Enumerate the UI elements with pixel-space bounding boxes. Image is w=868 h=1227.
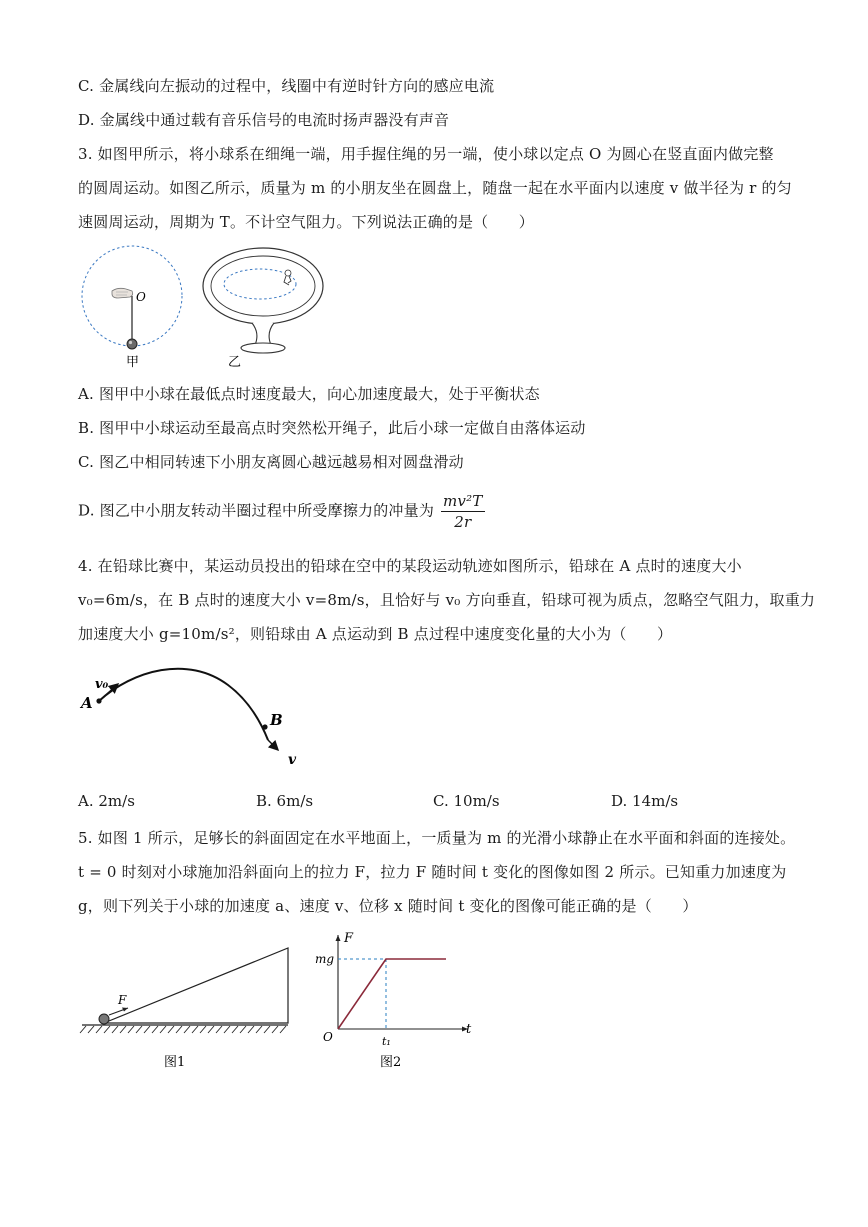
hatch-mark [112,1026,118,1033]
hatch-mark [136,1026,142,1033]
q5-figure-1 [78,940,296,1075]
label-a: A [81,694,93,712]
hatch-mark [280,1026,286,1033]
q4-trajectory-figure [78,660,310,775]
label-v: v [288,752,297,768]
stand-column [252,323,274,345]
q2-option-d: D. 金属线中通过载有音乐信号的电流时扬声器没有声音 [78,111,450,129]
q5-figure-2-graph [310,925,480,1075]
stand-base [241,343,285,353]
t-axis-label: t [466,1022,472,1037]
hatch-mark [120,1026,126,1033]
center-label: O [136,290,146,304]
incline [104,948,288,1023]
q3-figure-jia [78,244,190,374]
hatch-mark [248,1026,254,1033]
q3-option-c: C. 图乙中相同转速下小朋友离圆心越远越易相对圆盘滑动 [78,453,464,471]
label-b: B [270,711,283,729]
hatch-mark [232,1026,238,1033]
q4-stem-line2: v₀=6m/s，在 B 点时的速度大小 v=8m/s，且恰好与 v₀ 方向垂直，铅球可视为质点，忽略空气阻力，取重力 [78,591,816,609]
q5-stem-line1: 5. 如图 1 所示，足够长的斜面固定在水平地面上，一质量为 m 的光滑小球静止在水平面和斜面的连接处。 [78,829,796,847]
hatch-mark [176,1026,182,1033]
hatch-mark [144,1026,150,1033]
mg-label: mg [315,952,335,966]
figure-caption: 图1 [164,1055,186,1070]
q4-option-c: C. 10m/s [433,792,500,810]
hatch-mark [184,1026,190,1033]
label-v0: v₀ [95,677,109,692]
hatch-mark [224,1026,230,1033]
point-a [96,698,101,703]
t1-label: t₁ [382,1035,391,1048]
hatch-mark [256,1026,262,1033]
hatch-mark [96,1026,102,1033]
point-b [262,724,267,729]
impulse-fraction [441,491,485,532]
ball-highlight [129,341,132,344]
q3-option-d [78,491,485,532]
hatch-mark [272,1026,278,1033]
hatch-mark [152,1026,158,1033]
force-label: F [118,993,127,1007]
q3-stem-line3: 速圆周运动，周期为 T。不计空气阻力。下列说法正确的是（ ） [78,213,534,231]
hatch-mark [168,1026,174,1033]
trajectory-curve [99,669,268,740]
hatch-mark [80,1026,86,1033]
origin-label: O [323,1030,333,1044]
hatch-mark [240,1026,246,1033]
ball [127,339,137,349]
q3-stem-line2: 的圆周运动。如图乙所示，质量为 m 的小朋友坐在圆盘上，随盘一起在水平面内以速度 v 做半径为 r 的匀 [78,179,792,197]
q3-stem-line1: 3. 如图甲所示，将小球系在细绳一端，用手握住绳的另一端，使小球以定点 O 为圆心在竖直面内做完整 [78,145,774,163]
q3-option-d-text: D. 图乙中小朋友转动半圈过程中所受摩擦力的冲量为 [78,501,435,520]
ground-hatching [80,1026,286,1033]
hatch-mark [192,1026,198,1033]
q4-stem-line1: 4. 在铅球比赛中，某运动员投出的铅球在空中的某段运动轨迹如图所示，铅球在 A 点时的速度大小 [78,557,742,575]
q3-figure-yi [200,244,328,374]
force-curve [338,959,446,1029]
q5-stem-line2: t = 0 时刻对小球施加沿斜面向上的拉力 F，拉力 F 随时间 t 变化的图像如图 2 所示。已知重力加速度为 [78,863,787,881]
hatch-mark [264,1026,270,1033]
q5-stem-line3: g，则下列关于小球的加速度 a、速度 v、位移 x 随时间 t 变化的图像可能正确的是（ ） [78,897,698,915]
hatch-mark [160,1026,166,1033]
figure-caption: 甲 [126,355,140,370]
fraction-denominator: 2r [454,513,472,531]
figure-caption: 图2 [380,1055,402,1070]
q2-option-c: C. 金属线向左振动的过程中，线圈中有逆时针方向的感应电流 [78,77,495,95]
q4-option-b: B. 6m/s [256,792,314,810]
hatch-mark [104,1026,110,1033]
fraction-numerator: mv²T [443,492,483,510]
hatch-mark [216,1026,222,1033]
q3-option-b: B. 图甲中小球运动至最高点时突然松开绳子，此后小球一定做自由落体运动 [78,419,586,437]
f-axis-arrow [336,935,341,941]
velocity-arrow-b [268,740,278,750]
q4-option-d: D. 14m/s [611,792,679,810]
f-axis-label: F [344,931,354,946]
disc-outer [203,248,323,324]
hatch-mark [200,1026,206,1033]
figure-caption: 乙 [228,355,242,370]
q4-stem-line3: 加速度大小 g=10m/s²，则铅球由 A 点运动到 B 点过程中速度变化量的大小为（ ） [78,625,673,643]
hatch-mark [208,1026,214,1033]
ball [99,1014,109,1024]
q3-option-a: A. 图甲中小球在最低点时速度最大，向心加速度最大，处于平衡状态 [78,385,540,403]
hand-icon [112,288,133,298]
q4-option-a: A. 2m/s [78,792,135,810]
hatch-mark [88,1026,94,1033]
hatch-mark [128,1026,134,1033]
